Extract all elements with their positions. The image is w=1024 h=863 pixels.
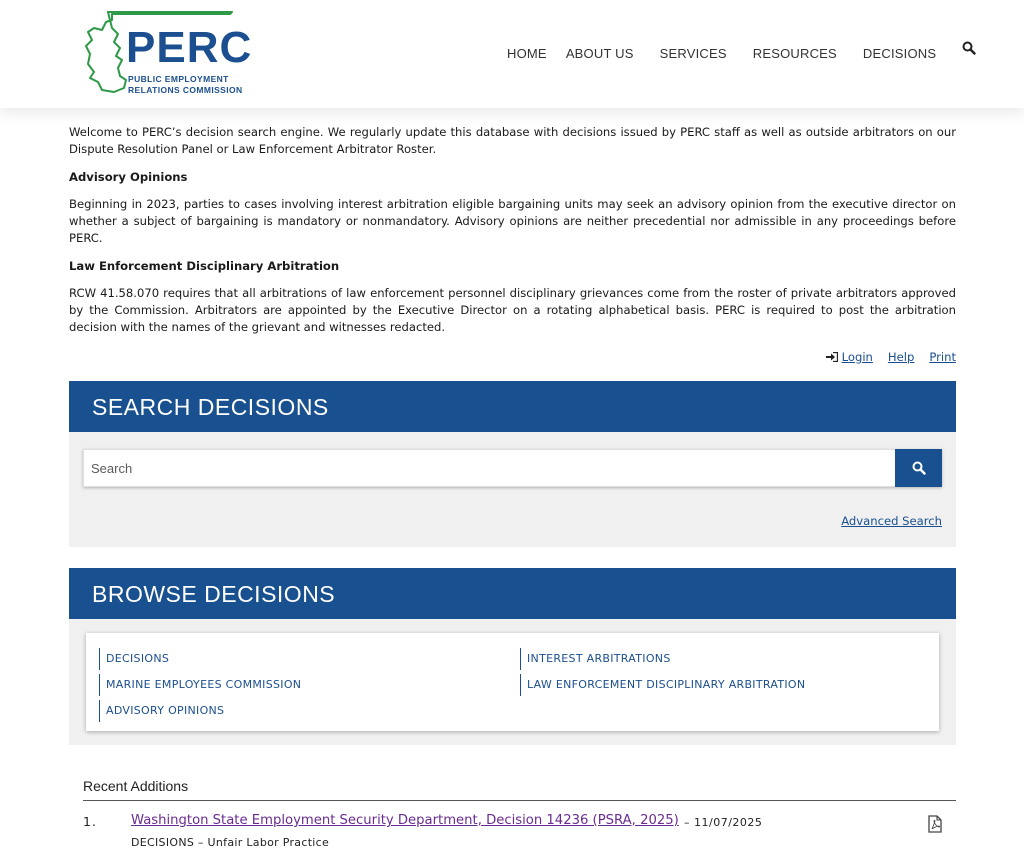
search-panel — [69, 432, 956, 547]
recent-decision-category: DECISIONS – Unfair Labor Practice — [131, 836, 330, 849]
login-link-group[interactable] — [826, 350, 873, 364]
browse-panel — [69, 619, 956, 745]
browse-decisions-link[interactable]: DECISIONS — [99, 648, 169, 670]
browse-interest-arbitrations-link[interactable]: INTEREST ARBITRATIONS — [520, 648, 671, 670]
list-item-number: 1. — [83, 814, 97, 829]
pdf-icon[interactable] — [927, 815, 943, 833]
logo-subtitle-line1: PUBLIC EMPLOYMENT — [128, 74, 229, 84]
browse-advisory-opinions-link[interactable]: ADVISORY OPINIONS — [99, 700, 224, 722]
login-link[interactable]: Login — [841, 350, 873, 364]
browse-marine-employees-link[interactable]: MARINE EMPLOYEES COMMISSION — [99, 674, 301, 696]
help-link[interactable]: Help — [887, 350, 915, 364]
search-icon — [912, 461, 926, 475]
intro-content — [69, 124, 956, 347]
browse-card — [86, 633, 939, 731]
browse-decisions-heading: BROWSE DECISIONS — [69, 568, 956, 619]
advisory-paragraph: Beginning in 2023, parties to cases involving interest arbitration eligible bargaining units may seek an advisory opinion from the executive director on whether a subject of bargaining is mandatory or nonmandatory. Advisory opinions are neither precedential nor admissible in any proceedings before PERC. — [69, 197, 956, 245]
main-nav — [507, 46, 976, 61]
search-icon[interactable] — [962, 41, 976, 55]
sign-in-icon — [826, 352, 838, 362]
print-link[interactable]: Print — [929, 350, 956, 364]
advisory-heading: Advisory Opinions — [69, 170, 188, 184]
advanced-search-link[interactable]: Advanced Search — [841, 514, 942, 528]
divider — [83, 800, 956, 801]
search-box — [83, 449, 942, 487]
search-decisions-heading: SEARCH DECISIONS — [69, 381, 956, 432]
logo-subtitle-line2: RELATIONS COMMISSION — [128, 85, 243, 95]
law-enforcement-paragraph: RCW 41.58.070 requires that all arbitrations of law enforcement personnel disciplinary grievances come from the roster of private arbitrators approved by the Commission. Arbitrators are appointed by the Executive Director on a rotating alphabetical basis. PERC is required to post the arbitration decision with the names of the grievant and witnesses redacted. — [69, 286, 956, 334]
nav-resources[interactable]: RESOURCES — [752, 46, 837, 61]
nav-about-us[interactable]: ABOUT US — [565, 46, 634, 61]
site-header — [0, 0, 1024, 108]
utility-links — [826, 350, 956, 364]
welcome-paragraph: Welcome to PERC’s decision search engine. We regularly update this database with decisions issued by PERC staff as well as outside arbitrators on our Dispute Resolution Panel or Law Enforcement Arbitrator Roster. — [69, 125, 956, 156]
law-enforcement-heading: Law Enforcement Disciplinary Arbitration — [69, 259, 340, 273]
nav-services[interactable]: SERVICES — [659, 46, 727, 61]
nav-decisions[interactable]: DECISIONS — [862, 46, 937, 61]
recent-additions-title: Recent Additions — [83, 778, 189, 794]
logo-title: PERC — [126, 23, 253, 72]
browse-law-enforcement-link[interactable]: LAW ENFORCEMENT DISCIPLINARY ARBITRATION — [520, 674, 805, 696]
recent-decision-date: – 11/07/2025 — [684, 816, 763, 829]
recent-decision-link[interactable]: Washington State Employment Security Department, Decision 14236 (PSRA, 2025) — [131, 813, 679, 828]
search-button[interactable] — [895, 449, 942, 487]
search-input[interactable] — [84, 450, 884, 486]
nav-home[interactable]: HOME — [507, 46, 547, 61]
perc-logo[interactable] — [84, 10, 264, 98]
